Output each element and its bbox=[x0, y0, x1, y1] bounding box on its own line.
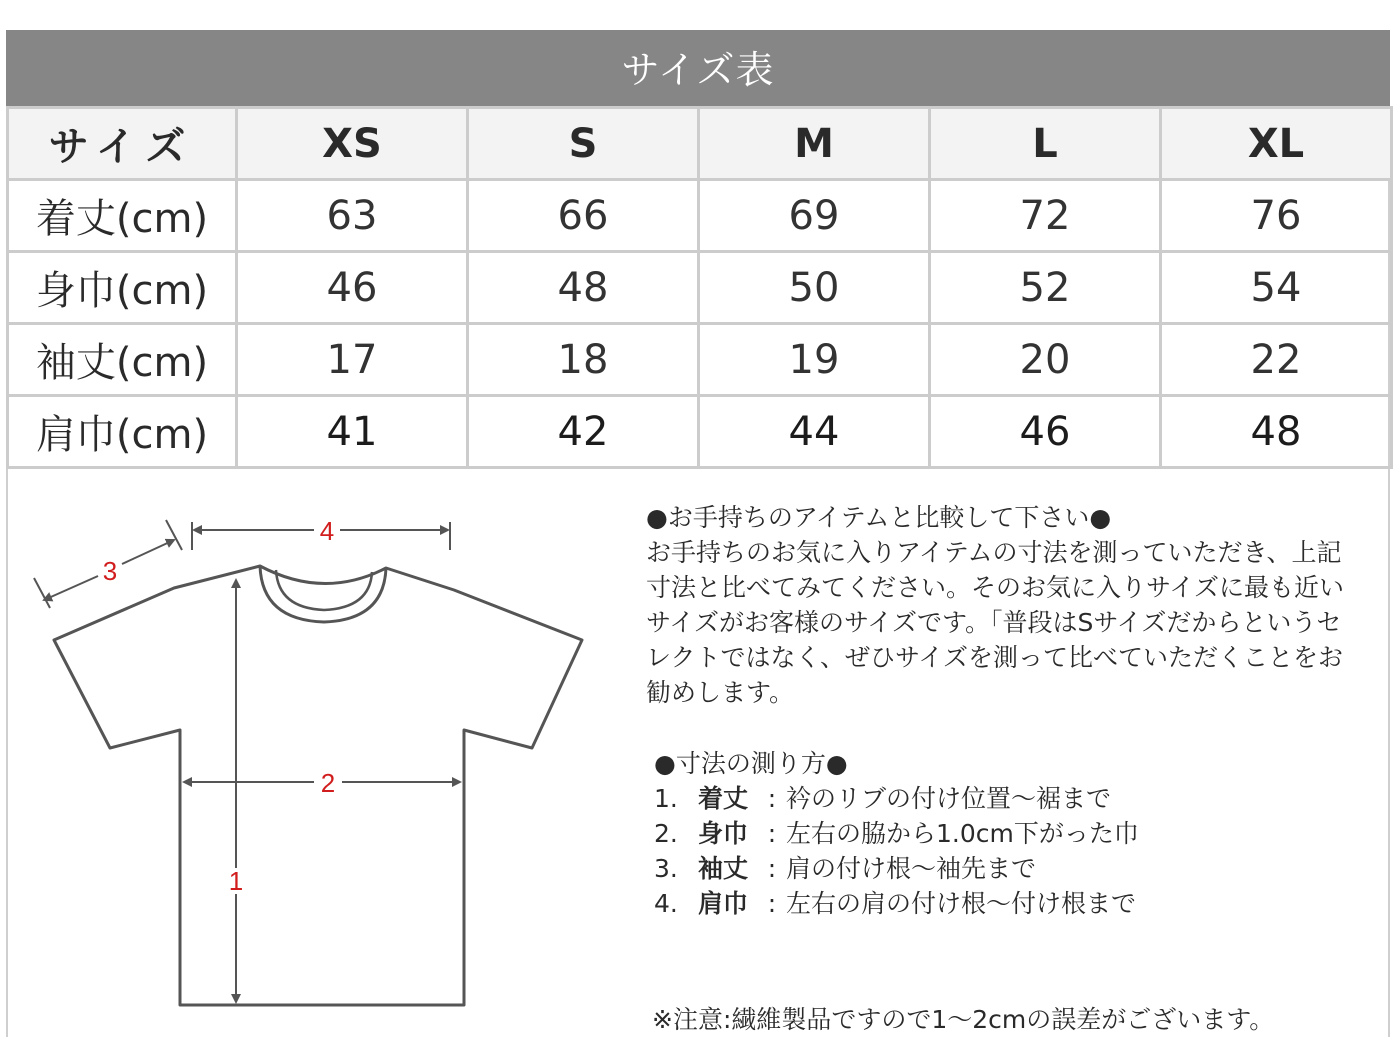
list-item: 2. 身巾 : 左右の脇から1.0cm下がった巾 bbox=[654, 819, 1139, 848]
row-label-length: 着丈(cm) bbox=[8, 180, 237, 252]
table-cell: 52 bbox=[930, 252, 1161, 324]
header-size-xl: XL bbox=[1161, 108, 1392, 180]
table-row bbox=[8, 396, 1392, 468]
method-title: ●寸法の測り方● bbox=[654, 749, 848, 778]
table-cell: 50 bbox=[699, 252, 930, 324]
table-cell: 48 bbox=[1161, 396, 1392, 468]
size-table bbox=[6, 106, 1393, 469]
note-text: ※注意:繊維製品ですので1～2cmの誤差がございます。 bbox=[652, 1005, 1275, 1034]
page-title: サイズ表 bbox=[6, 30, 1390, 106]
list-item: 4. 肩巾 : 左右の肩の付け根～付け根まで bbox=[654, 889, 1137, 918]
header-size-m: M bbox=[699, 108, 930, 180]
measure-label-1: 1 bbox=[228, 866, 244, 896]
header-size-l: L bbox=[930, 108, 1161, 180]
table-cell: 48 bbox=[468, 252, 699, 324]
header-size-xs: XS bbox=[237, 108, 468, 180]
row-label-body-width: 身巾(cm) bbox=[8, 252, 237, 324]
table-cell: 41 bbox=[237, 396, 468, 468]
measure-label-4: 4 bbox=[319, 516, 335, 546]
table-row bbox=[8, 180, 1392, 252]
table-cell: 72 bbox=[930, 180, 1161, 252]
table-cell: 66 bbox=[468, 180, 699, 252]
table-cell: 46 bbox=[930, 396, 1161, 468]
info-text bbox=[646, 500, 1366, 921]
table-cell: 20 bbox=[930, 324, 1161, 396]
measure-label-3: 3 bbox=[102, 556, 118, 586]
table-row bbox=[8, 252, 1392, 324]
tshirt-diagram bbox=[14, 490, 604, 1020]
header-size-label: サイズ bbox=[8, 108, 237, 180]
table-cell: 17 bbox=[237, 324, 468, 396]
header-size-s: S bbox=[468, 108, 699, 180]
top-strip bbox=[0, 0, 1395, 28]
row-label-shoulder: 肩巾(cm) bbox=[8, 396, 237, 468]
tshirt-outline bbox=[54, 566, 582, 1005]
compare-title: ●お手持ちのアイテムと比較して下さい● bbox=[646, 503, 1112, 532]
table-cell: 63 bbox=[237, 180, 468, 252]
table-cell: 54 bbox=[1161, 252, 1392, 324]
table-header-row bbox=[8, 108, 1392, 180]
table-cell: 18 bbox=[468, 324, 699, 396]
measure-label-2: 2 bbox=[320, 768, 336, 798]
table-cell: 22 bbox=[1161, 324, 1392, 396]
row-label-sleeve: 袖丈(cm) bbox=[8, 324, 237, 396]
list-item: 1. 着丈 : 衿のリブの付け位置～裾まで bbox=[654, 784, 1112, 813]
table-cell: 46 bbox=[237, 252, 468, 324]
table-cell: 76 bbox=[1161, 180, 1392, 252]
table-row bbox=[8, 324, 1392, 396]
method-list bbox=[646, 781, 1366, 921]
table-cell: 69 bbox=[699, 180, 930, 252]
table-cell: 44 bbox=[699, 396, 930, 468]
table-cell: 19 bbox=[699, 324, 930, 396]
table-cell: 42 bbox=[468, 396, 699, 468]
list-item: 3. 袖丈 : 肩の付け根～袖先まで bbox=[654, 854, 1037, 883]
compare-body: お手持ちのお気に入りアイテムの寸法を測っていただき、上記寸法と比べてみてください。そのお気に入りサイズに最も近いサイズがお客様のサイズです。「普段はSサイズだからというセレクトではなく、ぜひサイズを測って比べていただくことをお勧めします。 bbox=[646, 538, 1345, 707]
